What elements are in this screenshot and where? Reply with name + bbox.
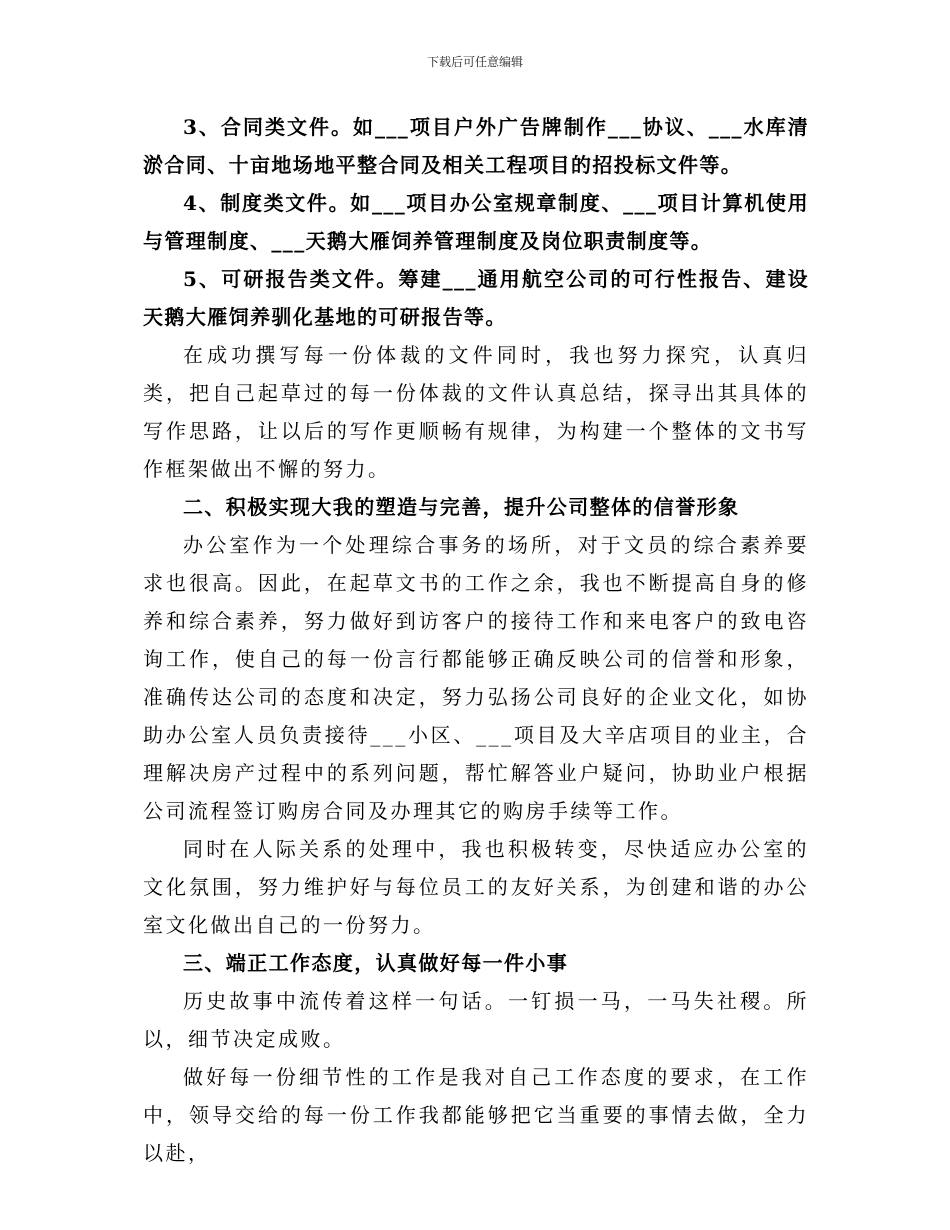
page-header: 下载后可任意编辑	[426, 55, 523, 69]
paragraph-contract-files: 3、合同类文件。如___项目户外广告牌制作___协议、___水库清淤合同、十亩地场地平整合同及相关工程项目的招投标文件等。	[143, 115, 809, 177]
section-heading-2: 二、积极实现大我的塑造与完善，提升公司整体的信誉形象	[183, 495, 740, 519]
paragraph-feasibility-files: 5、可研报告类文件。筹建___通用航空公司的可行性报告、建设天鹅大雁饲养驯化基地的可研报告等。	[143, 267, 809, 329]
paragraph-work-attitude: 做好每一份细节性的工作是我对自己工作态度的要求，在工作中，领导交给的每一份工作我都能够把它当重要的事情去做，全力以赴，	[143, 1065, 809, 1165]
document-body	[143, 108, 809, 1172]
paragraph-history-story: 历史故事中流传着这样一句话。一钉损一马，一马失社稷。所以，细节决定成败。	[143, 989, 809, 1051]
paragraph-regulation-files: 4、制度类文件。如___项目办公室规章制度、___项目计算机使用与管理制度、___天鹅大雁饲养管理制度及岗位职责制度等。	[143, 191, 809, 253]
paragraph-summary: 在成功撰写每一份体裁的文件同时，我也努力探究，认真归类，把自己起草过的每一份体裁的文件认真总结，探寻出其具体的写作思路，让以后的写作更顺畅有规律，为构建一个整体的文书写作框架做出不懈的努力。	[143, 343, 809, 481]
paragraph-relations: 同时在人际关系的处理中，我也积极转变，尽快适应办公室的文化氛围，努力维护好与每位员工的友好关系，为创建和谐的办公室文化做出自己的一份努力。	[143, 837, 809, 937]
paragraph-office-role: 办公室作为一个处理综合事务的场所，对于文员的综合素养要求也很高。因此，在起草文书的工作之余，我也不断提高自身的修养和综合素养，努力做好到访客户的接待工作和来电客户的致电咨询工作，使自己的每一份言行都能够正确反映公司的信誉和形象，准确传达公司的态度和决定，努力弘扬公司良好的企业文化，如协助办公室人员负责接待___小区、___项目及大辛店项目的业主，合理解决房产过程中的系列问题，帮忙解答业户疑问，协助业户根据公司流程签订购房合同及办理其它的购房手续等工作。	[143, 533, 809, 823]
section-heading-3: 三、端正工作态度，认真做好每一件小事	[183, 951, 569, 975]
